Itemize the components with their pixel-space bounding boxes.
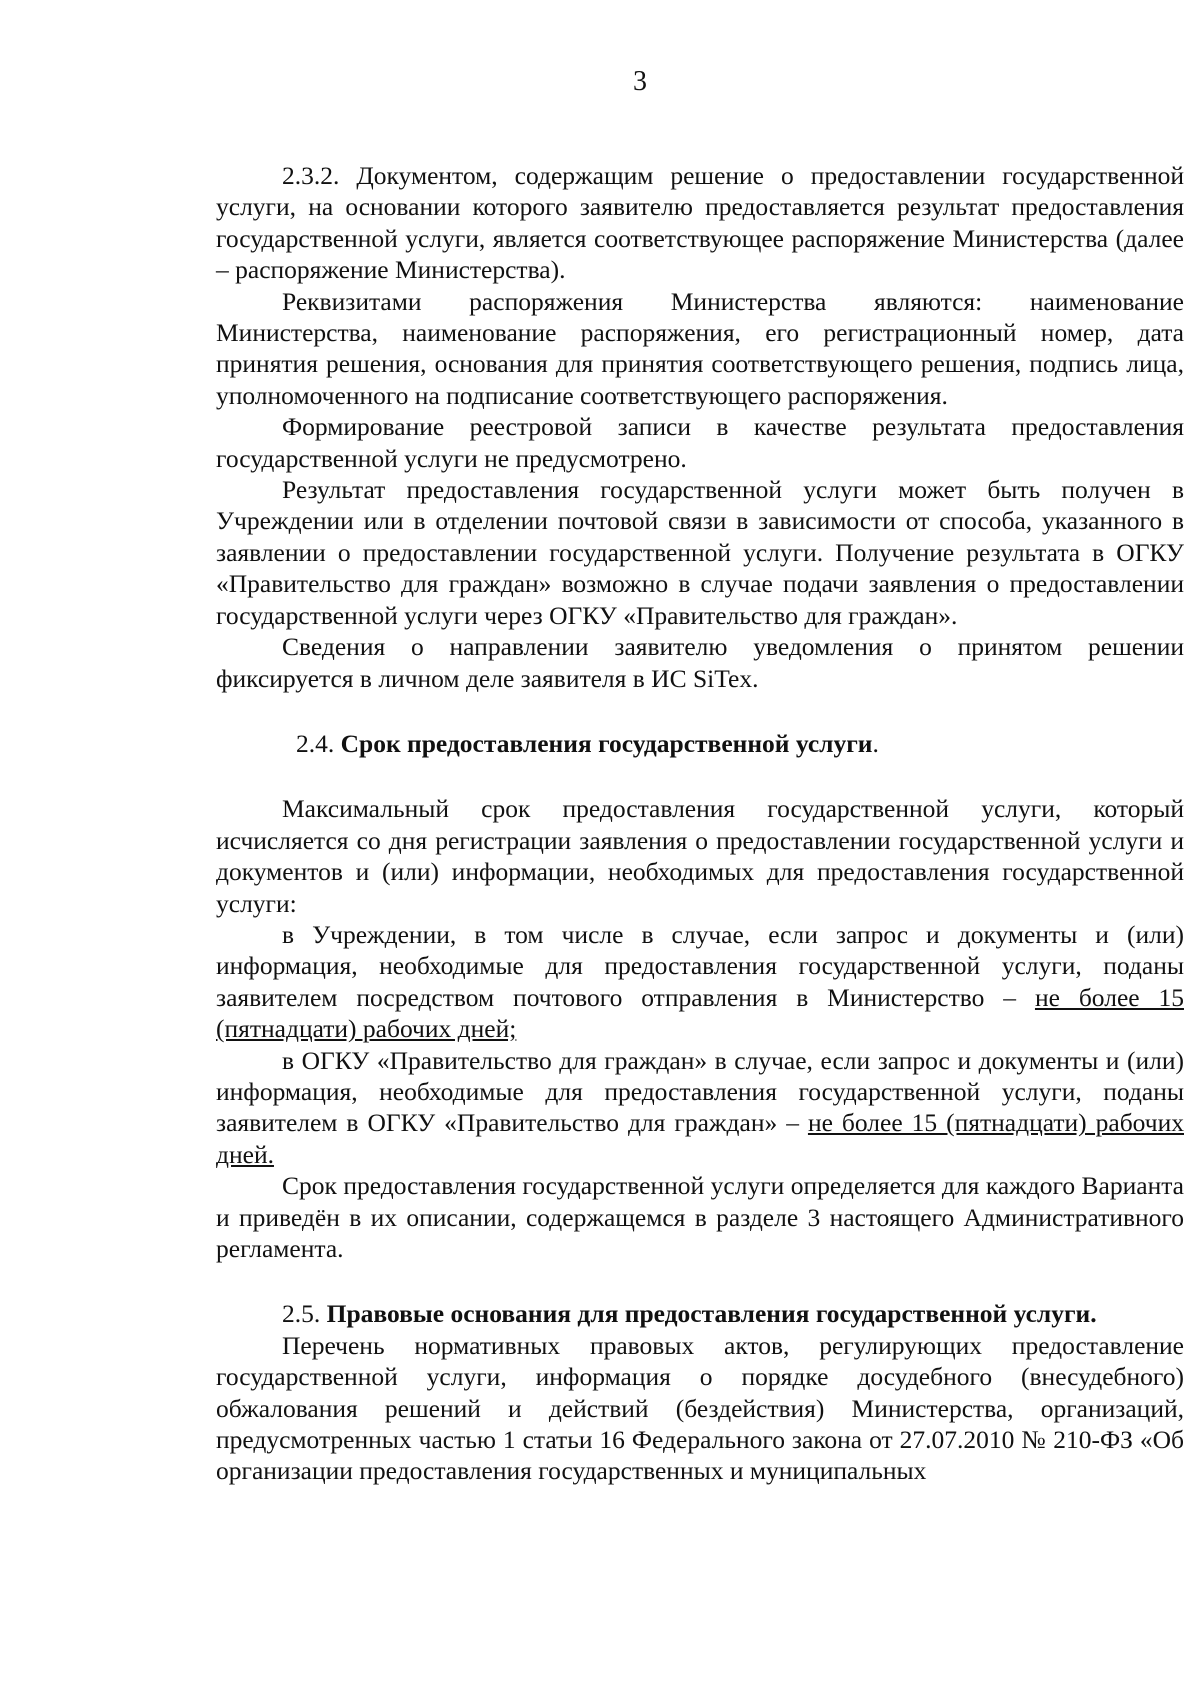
document-body (216, 160, 1184, 1487)
paragraph-legal-acts: Перечень нормативных правовых актов, регулирующих предоставление государственной услуги, информация о порядке досудебного (внесудебного) обжалования решений и действий (бездействия) Министерства, организаций, предусмотренных частью 1 статьи 16 Федерального закона от 27.07.2010 № 210-ФЗ «Об организации предоставления государственных и муниципальных (216, 1330, 1184, 1486)
term-ogku-text: в ОГКУ «Правительство для граждан» в случае, если запрос и документы и (или) информация, необходимые для предоставления государственной услуги, поданы заявителем в ОГКУ «Правительство для граждан» – (216, 1045, 1184, 1138)
paragraph-notification: Сведения о направлении заявителю уведомления о принятом решении фиксируется в личном деле заявителя в ИС SiTex. (216, 632, 1184, 693)
term-institution-deadline: не более 15 (пятнадцати) рабочих дней; (216, 982, 1184, 1044)
section-2-5-number: 2.5. (282, 1299, 327, 1329)
term-institution-text: в Учреждении, в том числе в случае, если запрос и документы и (или) информация, необходимые для предоставления государственной услуги, поданы заявителем посредством почтового отправления в Министерство – (216, 919, 1184, 1012)
paragraph-result-receipt: Результат предоставления государственной услуги может быть получен в Учреждении или в отделении почтовой связи в зависимости от способа, указанного в заявлении о предоставлении государственной услуги. Получение результата в ОГКУ «Правительство для граждан» возможно в случае подачи заявления о предоставлении государственной услуги через ОГКУ «Правительство для граждан». (216, 475, 1184, 630)
paragraph-requisites: Реквизитами распоряжения Министерства являются: наименование Министерства, наименование распоряжения, его регистрационный номер, дата принятия решения, основания для принятия соответствующего решения, подпись лица, уполномоченного на подписание соответствующего распоряжения. (216, 286, 1184, 410)
paragraph-2-3-2: 2.3.2. Документом, содержащим решение о предоставлении государственной услуги, на основании которого заявителю предоставляется результат предоставления государственной услуги, является соответствующее распоряжение Министерства (далее – распоряжение Министерства). (216, 161, 1184, 285)
section-2-5-heading (216, 1298, 1184, 1329)
section-2-4-title: Срок предоставления государственной услуги (340, 728, 873, 758)
section-2-4-heading (216, 728, 1184, 759)
paragraph-max-term: Максимальный срок предоставления государственной услуги, который исчисляется со дня регистрации заявления о предоставлении государственной услуги и документов и (или) информации, необходимых для предоставления государственной услуги: (216, 794, 1184, 918)
paragraph-registry-record: Формирование реестровой записи в качестве результата предоставления государственной услуги не предусмотрено. (216, 412, 1184, 473)
page-number: 3 (633, 66, 647, 97)
term-ogku-deadline: не более 15 (пятнадцати) рабочих дней. (216, 1108, 1184, 1169)
section-2-4-title-end: . (872, 728, 879, 758)
paragraph-term-variants: Срок предоставления государственной услуги определяется для каждого Варианта и приведён в их описании, содержащемся в разделе 3 настоящего Административного регламента. (216, 1171, 1184, 1263)
paragraph-term-institution (216, 919, 1184, 1045)
paragraph-term-ogku (216, 1045, 1184, 1171)
section-2-5-title: Правовые основания для предоставления государственной услуги. (326, 1299, 1097, 1329)
section-2-4-number: 2.4. (296, 728, 341, 758)
